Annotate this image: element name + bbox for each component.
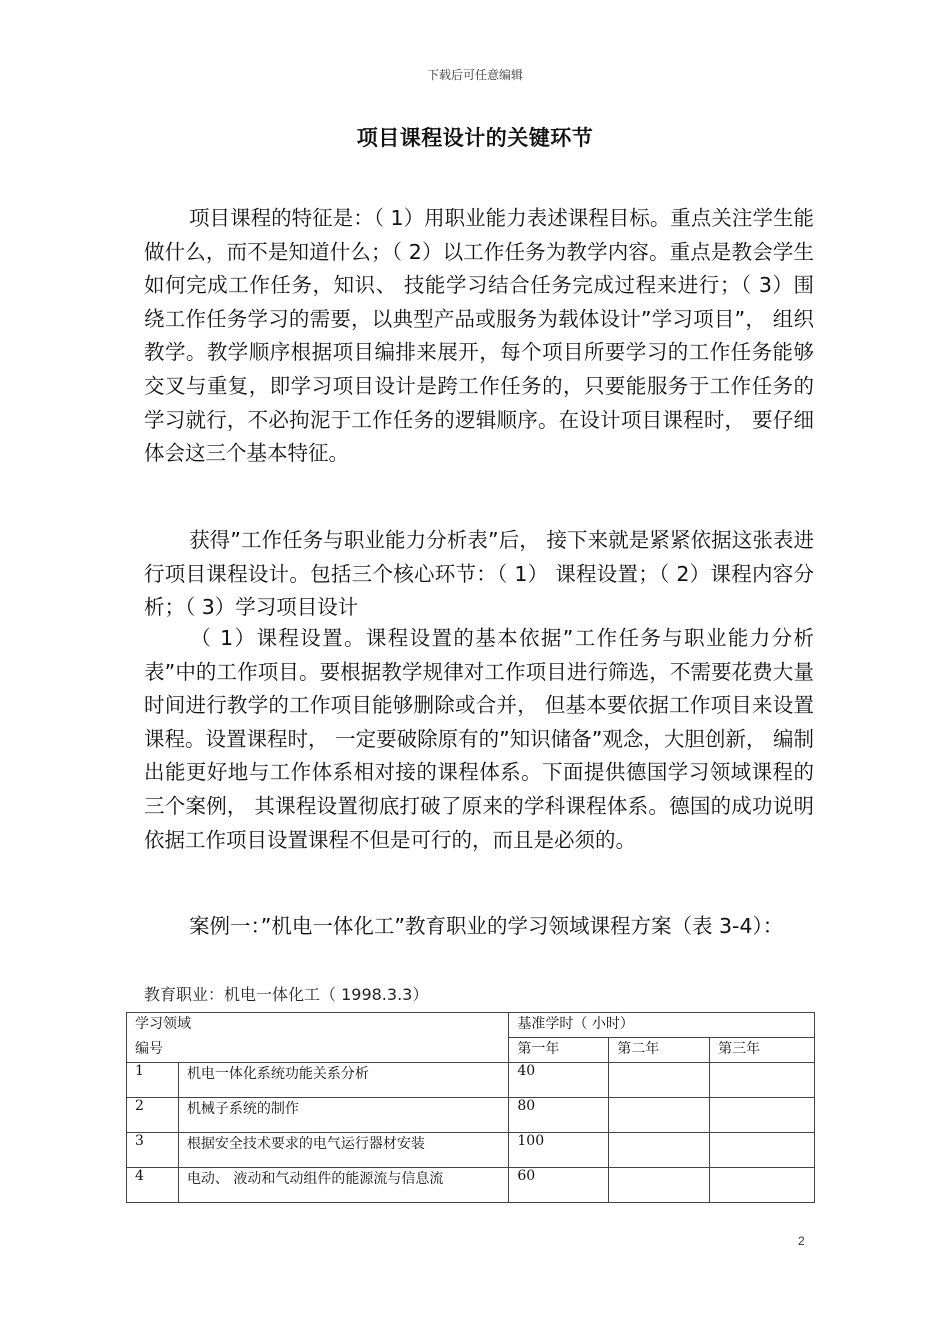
page-number: 2 <box>798 1234 805 1248</box>
paragraph-case-one <box>144 910 814 944</box>
table-row <box>127 1133 815 1168</box>
header-year-2: 第二年 <box>609 1038 710 1063</box>
paragraph-text: （ 1）课程设置。课程设置的基本依据”工作任务与职业能力分析表”中的工作项目。要根据教学规律对工作项目进行筛选，不需要花费大量时间进行教学的工作项目能够删除或合并， 但基本要依据工作项目来设置课程。设置课程时， 一定要破除原有的”知识储备”观念，大胆创新， 编制出能更好地与工作体系相对接的课程体系。下面提供德国学习领域课程的三个案例， 其课程设置彻底打破了原来的学科课程体系。德国的成功说明依据工作项目设置课程不但是可行的，而且是必须的。 <box>144 626 814 852</box>
row-year-2 <box>609 1098 710 1133</box>
paragraph-core-links <box>144 524 814 625</box>
row-year-3 <box>710 1168 815 1203</box>
row-number: 4 <box>127 1168 179 1203</box>
row-year-1: 60 <box>509 1168 609 1203</box>
row-year-3 <box>710 1098 815 1133</box>
header-year-3: 第三年 <box>710 1038 815 1063</box>
row-number: 2 <box>127 1098 179 1133</box>
paragraph-course-setting <box>144 622 814 857</box>
paragraph-text: 获得”工作任务与职业能力分析表”后， 接下来就是紧紧依据这张表进行项目课程设计。包括三个核心环节：（ 1） 课程设置；（ 2）课程内容分析；（ 3）学习项目设计 <box>144 528 814 620</box>
paragraph-project-course-features <box>144 202 814 471</box>
paragraph-text: 项目课程的特征是：（ 1）用职业能力表述课程目标。重点关注学生能做什么，而不是知道什么；（ 2）以工作任务为教学内容。重点是教会学生如何完成工作任务，知识、 技能学习结合任务完成过程来进行；（ 3）围绕工作任务学习的需要，以典型产品或服务为载体设计”学习项目”， 组织教学。教学顺序根据项目编排来展开，每个项目所要学习的工作任务能够交叉与重复，即学习项目设计是跨工作任务的，只要能服务于工作任务的学习就行，不必拘泥于工作任务的逻辑顺序。在设计项目课程时， 要仔细体会这三个基本特征。 <box>144 206 814 466</box>
page-header-note: 下载后可任意编辑 <box>426 68 523 82</box>
row-year-3 <box>710 1133 815 1168</box>
header-number: 编号 <box>127 1038 509 1063</box>
table-row <box>127 1063 815 1098</box>
row-name: 电动、 液动和气动组件的能源流与信息流 <box>178 1168 508 1203</box>
document-title: 项目课程设计的关键环节 <box>356 126 594 150</box>
row-year-2 <box>609 1063 710 1098</box>
row-name: 根据安全技术要求的电气运行器材安装 <box>178 1133 508 1168</box>
row-year-2 <box>609 1168 710 1203</box>
row-number: 3 <box>127 1133 179 1168</box>
row-year-1: 100 <box>509 1133 609 1168</box>
paragraph-text: 案例一：”机电一体化工”教育职业的学习领域课程方案（表 3-4）： <box>189 914 784 938</box>
row-year-2 <box>609 1133 710 1168</box>
row-year-1: 40 <box>509 1063 609 1098</box>
table-row <box>127 1168 815 1203</box>
row-name: 机械子系统的制作 <box>178 1098 508 1133</box>
row-name: 机电一体化系统功能关系分析 <box>178 1063 508 1098</box>
learning-field-table <box>126 1012 815 1203</box>
row-year-3 <box>710 1063 815 1098</box>
header-learning-area: 学习领域 <box>127 1013 509 1038</box>
header-base-hours: 基准学时（ 小时） <box>509 1013 815 1038</box>
table-row <box>127 1098 815 1133</box>
table-header-row <box>127 1013 815 1038</box>
profession-line: 教育职业：机电一体化工（ 1998.3.3） <box>144 985 429 1004</box>
row-number: 1 <box>127 1063 179 1098</box>
header-year-1: 第一年 <box>509 1038 609 1063</box>
row-year-1: 80 <box>509 1098 609 1133</box>
table-header-row <box>127 1038 815 1063</box>
